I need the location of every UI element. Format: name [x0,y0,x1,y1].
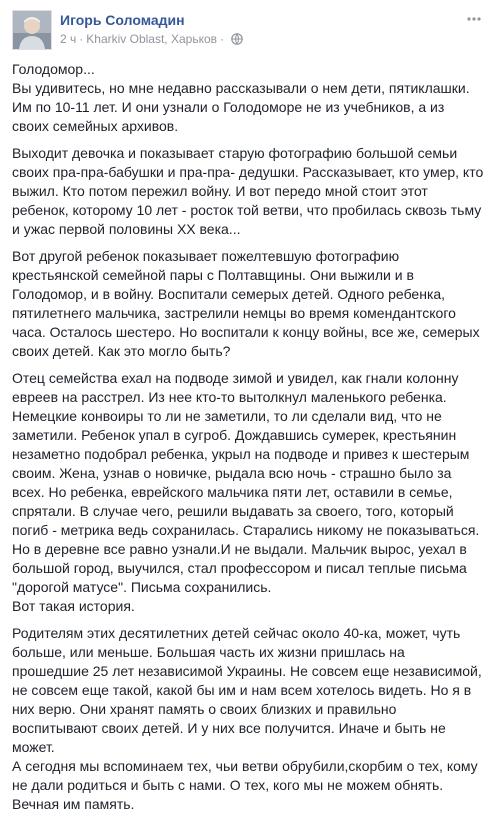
post-paragraph: Голодомор... Вы удивитесь, но мне недавно рассказывали о нем дети, пятиклашки. Им по 10-11 лет. И они узнали о Голодоморе не из учебников, а из своих семейных архивов. [12,61,470,134]
post-paragraph: Вот другой ребенок показывает пожелтевшую фотографию крестьянской семейной пары с Полтавщины. Они выжили и в Голодомор, и в войну. Воспитали семерых детей. Одного ребенка, пятилетнего мальчика, застрелили немцы во время комендантского часа. Осталось шестеро. Но воспитали к концу войны, все же, семерых своих детей. Как это могло быть? [12,248,480,359]
post-location[interactable]: Kharkiv Oblast, Харьков [86,32,217,46]
post-timestamp[interactable]: 2 ч [60,32,77,46]
globe-icon[interactable] [231,33,243,45]
separator: · [79,32,84,46]
post-paragraph: Выходит девочка и показывает старую фотографию большой семьи своих пра-пра-бабушки и пра-пра- дедушки. Рассказывает, кто умер, кто выжил. Кто потом пережил войну. И вот передо мной стоит этот ребенок, которому 10 лет - росток той ветви, что пробилась сквозь тьму и ужас первой половины XX века... [12,145,484,237]
post-text [12,60,484,814]
author-name[interactable]: Игорь Соломадин [60,12,185,28]
post-paragraph: Родителям этих десятилетних детей сейчас около 40-ка, может, чуть больше, или меньше. Большая часть их жизни пришлась на прошедшие 25 лет независимой Украины. Не совсем еще независимой, не совсем еще такой, какой бы им и нам всем хотелось видеть. Но я в них верю. Они хранят память о своих близких и правильно воспитывают своих детей. И у них все получится. Иначе и быть не может. А сегодня мы вспоминаем тех, чьи ветви обрубили,скорбим о тех, кому не дали родиться и быть с нами. О тех, кого мы не можем обнять. Вечная им память. [12,625,482,812]
separator-2: · [220,32,224,46]
post-subline [60,31,484,47]
author-avatar[interactable] [12,10,52,50]
post-header [12,10,484,54]
ellipsis-icon[interactable] [466,14,482,24]
post-meta [60,11,484,47]
post-paragraph: Отец семейства ехал на подводе зимой и увидел, как гнали колонну евреев на расстрел. Из нее кто-то вытолкнул маленького ребенка. Немецкие конвоиры то ли не заметили, то ли сделали вид, что не заметили. Ребенок упал в сугроб. Дождавшись сумерек, крестьянин незаметно подобрал ребенка, укрыл на подводе и привез к шестерым своим. Жена, узнав о новичке, рыдала всю ночь - страшно было за всех. Но ребенка, еврейского мальчика пяти лет, оставили в семье, спрятали. В случае чего, решили выдавать за своего, того, который погиб - метрика ведь сохранилась. Старались никому не показываться. Но в деревне все равно узнали.И не выдали. Мальчик вырос, уехал в большой город, выучился, стал профессором и писал теплые письма "дорогой матусе". Письма сохранились. Вот такая история. [12,370,480,614]
